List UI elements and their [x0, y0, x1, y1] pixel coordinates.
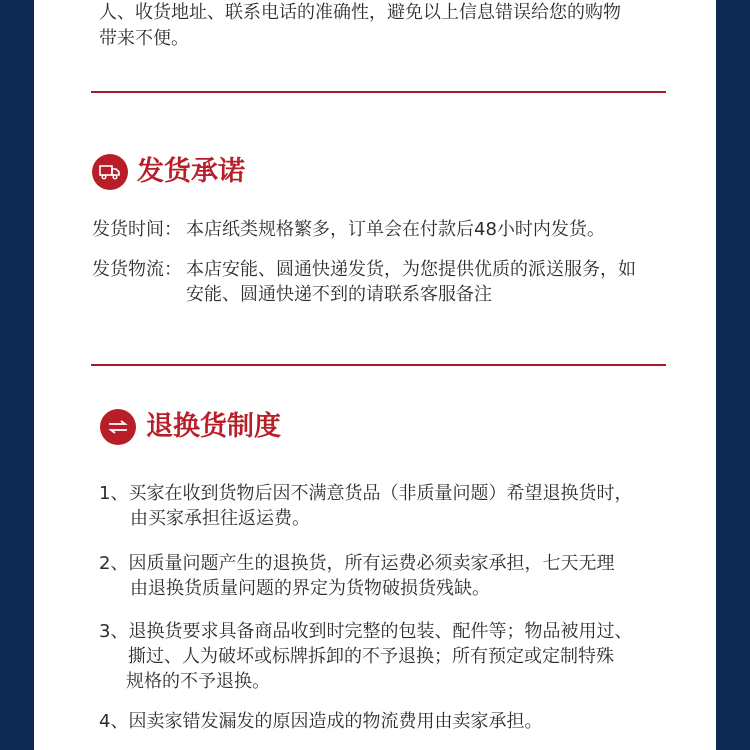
return-item-1-line-1: 1、买家在收到货物后因不满意货品（非质量问题）希望退换货时， — [99, 483, 633, 504]
exchange-arrows-icon — [100, 409, 136, 445]
return-item-2-line-1: 2、因质量问题产生的退换货，所有运费必须卖家承担，七天无理 — [99, 553, 615, 574]
shipping-logistics-label: 发货物流： — [92, 259, 182, 280]
section-title-returns: 退换货制度 — [146, 411, 281, 442]
policy-card — [34, 0, 716, 750]
section-title-shipping: 发货承诺 — [137, 156, 245, 187]
intro-line-1: 人、收货地址、联系电话的准确性，避免以上信息错误给您的购物 — [99, 2, 621, 23]
shipping-logistics-line-2: 安能、圆通快递不到的请联系客服备注 — [186, 284, 492, 305]
return-item-2-line-2: 由退换货质量问题的界定为货物破损货残缺。 — [130, 578, 490, 599]
shipping-logistics-line-1: 本店安能、圆通快递发货，为您提供优质的派送服务，如 — [186, 259, 636, 280]
divider — [91, 91, 666, 93]
return-item-3-line-2: 撕过、人为破坏或标牌拆卸的不予退换；所有预定或定制特殊 — [128, 646, 614, 667]
return-item-3-line-3: 规格的不予退换。 — [126, 671, 270, 692]
return-item-1-line-2: 由买家承担往返运费。 — [130, 508, 310, 529]
delivery-truck-icon — [92, 154, 128, 190]
shipping-time-label: 发货时间： — [92, 219, 182, 240]
intro-line-2: 带来不便。 — [99, 28, 189, 49]
return-item-3-line-1: 3、退换货要求具备商品收到时完整的包装、配件等；物品被用过、 — [99, 621, 633, 642]
shipping-time-text: 本店纸类规格繁多，订单会在付款后48小时内发货。 — [186, 219, 605, 240]
divider — [91, 364, 666, 366]
return-item-4-line-1: 4、因卖家错发漏发的原因造成的物流费用由卖家承担。 — [99, 711, 543, 732]
